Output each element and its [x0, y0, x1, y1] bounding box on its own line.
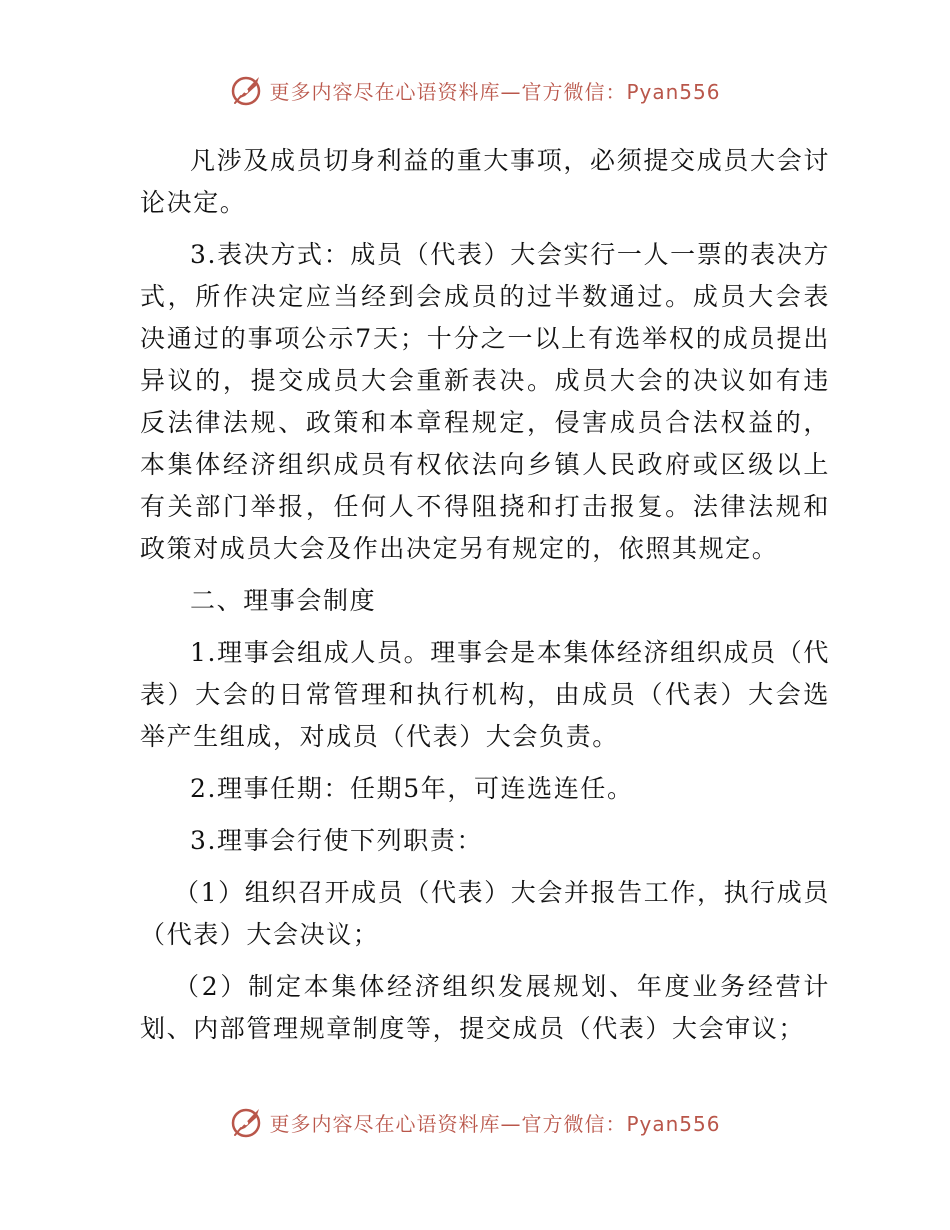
paragraph: 3.表决方式：成员（代表）大会实行一人一票的表决方式，所作决定应当经到会成员的过半数通过。成员大会表决通过的事项公示7天；十分之一以上有选举权的成员提出异议的，提交成员大会重新表决。成员大会的决议如有违反法律法规、政策和本章程规定，侵害成员合法权益的，本集体经济组织成员有权依法向乡镇人民政府或区级以上有关部门举报，任何人不得阻挠和打击报复。法律法规和政策对成员大会及作出决定另有规定的，依照其规定。 [140, 240, 830, 563]
paragraph: 2.理事任期：任期5年，可连选连任。 [190, 774, 634, 803]
list-item: （1）组织召开成员（代表）大会并报告工作，执行成员（代表）大会决议； [140, 878, 830, 949]
watermark-text: 更多内容尽在心语资料库—官方微信：Pyan556 [269, 1111, 721, 1136]
watermark-footer [0, 1102, 950, 1142]
watermark-header [0, 70, 950, 110]
section-heading: 二、理事会制度 [190, 586, 377, 615]
quill-logo-icon [229, 1104, 265, 1140]
paragraph: 1.理事会组成人员。理事会是本集体经济组织成员（代表）大会的日常管理和执行机构，由成员（代表）大会选举产生组成，对成员（代表）大会负责。 [140, 638, 830, 751]
document-body [140, 140, 830, 1060]
quill-logo-icon [229, 72, 265, 108]
list-item: （2）制定本集体经济组织发展规划、年度业务经营计划、内部管理规章制度等，提交成员（代表）大会审议； [140, 972, 830, 1043]
paragraph: 3.理事会行使下列职责： [190, 826, 484, 855]
paragraph: 凡涉及成员切身利益的重大事项，必须提交成员大会讨论决定。 [140, 146, 830, 217]
watermark-text: 更多内容尽在心语资料库—官方微信：Pyan556 [269, 79, 721, 104]
